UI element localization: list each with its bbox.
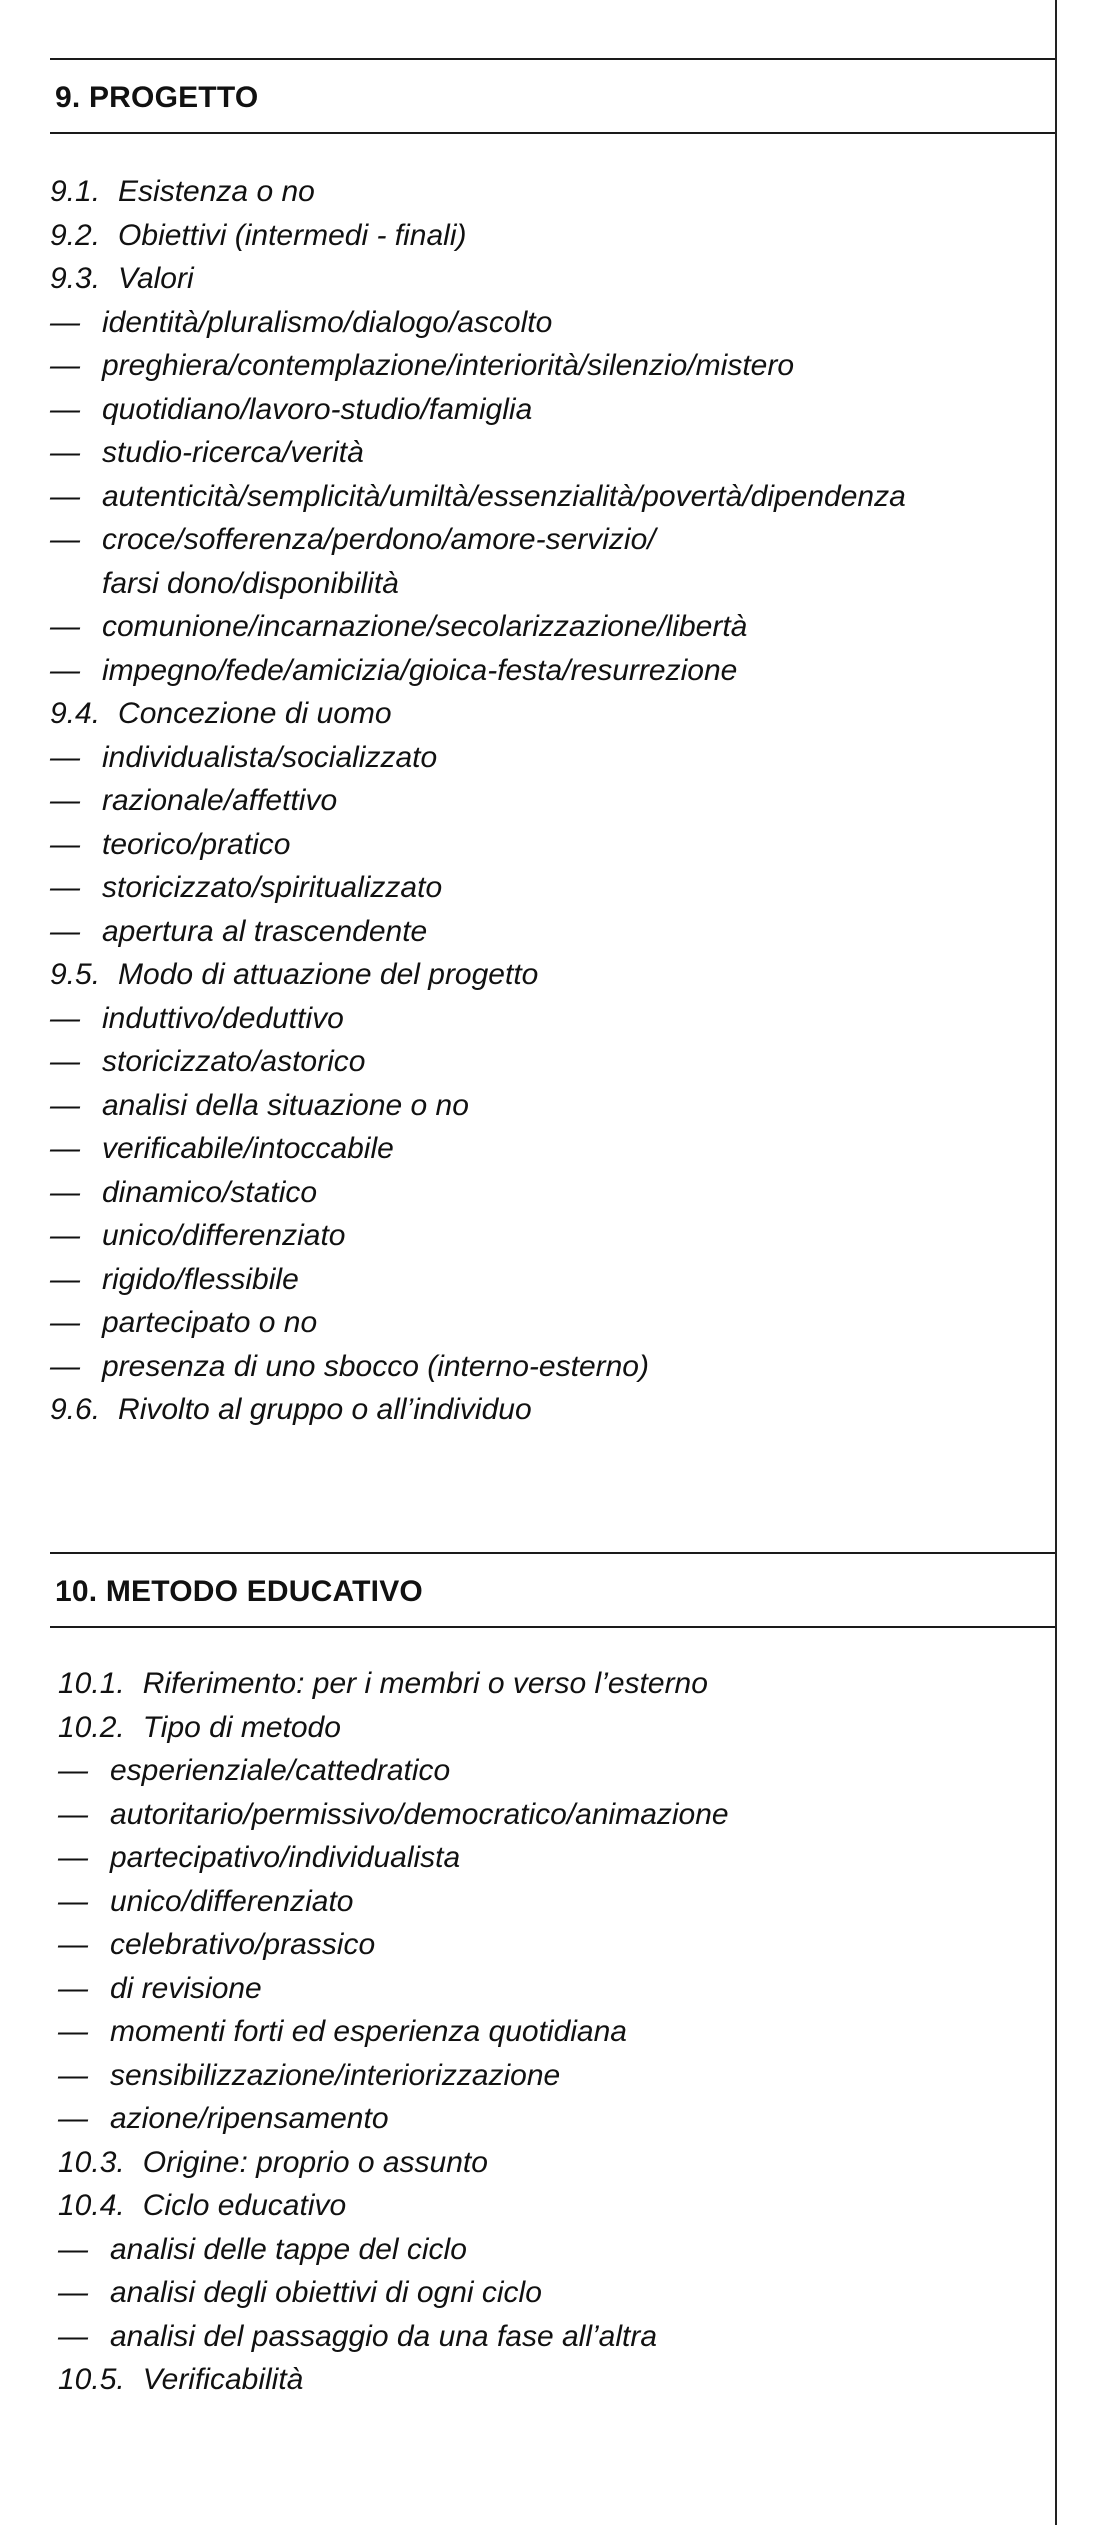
dash-bullet: — [58,1884,88,1918]
item-text: teorico/pratico [102,827,291,861]
item-text: Valori [118,262,194,295]
dash-item [58,2054,1055,2098]
item-text: unico/differenziato [102,1219,346,1252]
dash-item [58,2097,1055,2141]
item-text: comunione/incarnazione/secolarizzazione/libertà [102,610,748,643]
dash-item [58,1749,1055,1793]
item-text: Esistenza o no [118,175,315,208]
item-number: 10.3. [58,2145,125,2179]
dash-item [50,736,1055,780]
dash-item [58,1836,1055,1880]
dash-item [50,866,1055,910]
continuation-line [50,562,1055,606]
dash-item [58,2271,1055,2315]
item-text: Modo di attuazione del progetto [118,958,539,991]
item-text: sensibilizzazione/interiorizzazione [110,2058,561,2092]
item-text: storicizzato/astorico [102,1045,366,1078]
dash-bullet: — [50,1132,80,1165]
item-text: quotidiano/lavoro-studio/famiglia [102,392,533,426]
item-number: 9.1. [50,175,101,208]
dash-item [50,1040,1055,1084]
dash-bullet: — [50,1219,80,1252]
dash-item [50,388,1055,432]
item-text: analisi del passaggio da una fase all’altra [110,2319,658,2353]
dash-item [58,1880,1055,1924]
item-text: razionale/affettivo [102,784,338,817]
dash-item [50,1127,1055,1171]
numbered-item [58,1662,1055,1706]
dash-item [58,2315,1055,2359]
item-text: Tipo di metodo [142,1710,341,1744]
item-text: presenza di uno sbocco (interno-esterno) [102,1349,649,1383]
dash-item [50,431,1055,475]
item-number: 9.6. [50,1393,101,1426]
section-heading-rule [50,132,1055,134]
dash-item [58,2228,1055,2272]
item-text: induttivo/deduttivo [102,1001,344,1035]
item-number: 9.4. [50,697,101,730]
item-text: storicizzato/spiritualizzato [102,871,443,904]
dash-item [50,475,1055,519]
dash-bullet: — [50,1001,80,1035]
dash-bullet: — [50,914,80,948]
numbered-item [50,692,1055,736]
dash-bullet: — [50,1349,80,1383]
dash-bullet: — [58,2015,88,2048]
item-text: Rivolto al gruppo o all’individuo [118,1393,532,1426]
dash-bullet: — [50,784,80,817]
item-text: impegno/fede/amicizia/gioica-festa/resurrezione [102,653,738,687]
item-text: verificabile/intoccabile [102,1132,394,1165]
section-metodo-educativo [50,1552,1055,2402]
numbered-item [50,257,1055,301]
item-text: dinamico/statico [102,1175,318,1209]
dash-bullet: — [58,2058,88,2092]
dash-bullet: — [50,479,80,513]
item-text: azione/ripensamento [110,2102,389,2135]
item-text: momenti forti ed esperienza quotidiana [110,2015,627,2048]
dash-bullet: — [50,1175,80,1209]
item-text: apertura al trascendente [102,914,428,948]
item-number: 9.2. [50,218,101,252]
item-number: 9.3. [50,262,101,295]
dash-bullet: — [50,827,80,861]
dash-bullet: — [50,740,80,774]
dash-item [50,1301,1055,1345]
dash-item [50,605,1055,649]
dash-bullet: — [50,1088,80,1122]
dash-bullet: — [50,349,80,382]
page-border-line [1055,0,1057,2525]
item-text: Riferimento: per i membri o verso l’esterno [142,1667,708,1700]
dash-bullet: — [58,2232,88,2266]
item-number: 9.5. [50,958,101,991]
dash-bullet: — [58,1841,88,1874]
dash-item [50,997,1055,1041]
item-number: 10.5. [58,2363,125,2396]
item-text: autoritario/permissivo/democratico/animazione [110,1797,729,1831]
dash-item [50,1345,1055,1389]
dash-bullet: — [58,1928,88,1961]
item-text: croce/sofferenza/perdono/amore-servizio/ [102,523,656,556]
dash-item [58,1967,1055,2011]
section-heading-rule [50,1626,1055,1628]
item-text: Ciclo educativo [142,2189,347,2222]
dash-item [50,1214,1055,1258]
dash-bullet: — [58,1971,88,2005]
item-number: 10.1. [58,1667,125,1700]
dash-item [50,344,1055,388]
numbered-item [50,170,1055,214]
dash-item [50,823,1055,867]
item-text: unico/differenziato [110,1884,354,1918]
item-text: preghiera/contemplazione/interiorità/silenzio/mistero [102,349,795,382]
dash-item [50,779,1055,823]
dash-bullet: — [50,1262,80,1296]
dash-item [50,1171,1055,1215]
dash-item [58,1923,1055,1967]
progetto-item-list [50,170,1055,1432]
dash-bullet: — [58,2276,88,2309]
item-text: rigido/flessibile [102,1262,299,1296]
numbered-item [58,1706,1055,1750]
item-text: analisi delle tappe del ciclo [110,2232,467,2266]
item-text: analisi della situazione o no [102,1088,469,1122]
dash-bullet: — [50,436,80,469]
section-heading: 9. PROGETTO [55,81,259,114]
dash-bullet: — [58,2102,88,2135]
section-progetto [50,58,1055,1432]
section-heading: 10. METODO EDUCATIVO [55,1575,423,1608]
numbered-item [50,953,1055,997]
dash-item [50,1258,1055,1302]
dash-bullet: — [50,653,80,687]
dash-item [50,910,1055,954]
dash-bullet: — [58,1754,88,1787]
item-text: Origine: proprio o assunto [142,2145,488,2179]
dash-item [58,2010,1055,2054]
item-number: 10.2. [58,1710,125,1744]
dash-bullet: — [50,392,80,426]
dash-bullet: — [50,1045,80,1078]
item-text: di revisione [110,1971,262,2005]
numbered-item [50,1388,1055,1432]
dash-bullet: — [50,610,80,643]
dash-item [50,1084,1055,1128]
item-number: 10.4. [58,2189,125,2222]
item-text: identità/pluralismo/dialogo/ascolto [102,305,553,339]
item-text: Obiettivi (intermedi - finali) [118,218,467,252]
dash-item [50,518,1055,562]
item-text: autenticità/semplicità/umiltà/essenzialità/povertà/dipendenza [102,479,906,513]
dash-bullet: — [58,1797,88,1831]
metodo-item-list [50,1662,1055,2402]
dash-bullet: — [50,523,80,556]
dash-item [50,301,1055,345]
dash-bullet: — [50,871,80,904]
item-text: celebrativo/prassico [110,1928,376,1961]
dash-item [58,1793,1055,1837]
item-text: esperienziale/cattedratico [110,1754,451,1787]
item-text: partecipativo/individualista [110,1841,461,1874]
numbered-item [58,2358,1055,2402]
dash-bullet: — [50,305,80,339]
item-text: partecipato o no [102,1306,318,1339]
item-text: Concezione di uomo [118,697,392,730]
item-text: studio-ricerca/verità [102,436,364,469]
numbered-item [50,214,1055,258]
dash-bullet: — [50,1306,80,1339]
dash-item [50,649,1055,693]
item-text: individualista/socializzato [102,740,438,774]
dash-bullet: — [58,2319,88,2353]
numbered-item [58,2141,1055,2185]
item-text: analisi degli obiettivi di ogni ciclo [110,2276,542,2309]
item-text: farsi dono/disponibilità [102,566,399,600]
item-text: Verificabilità [142,2363,304,2396]
numbered-item [58,2184,1055,2228]
